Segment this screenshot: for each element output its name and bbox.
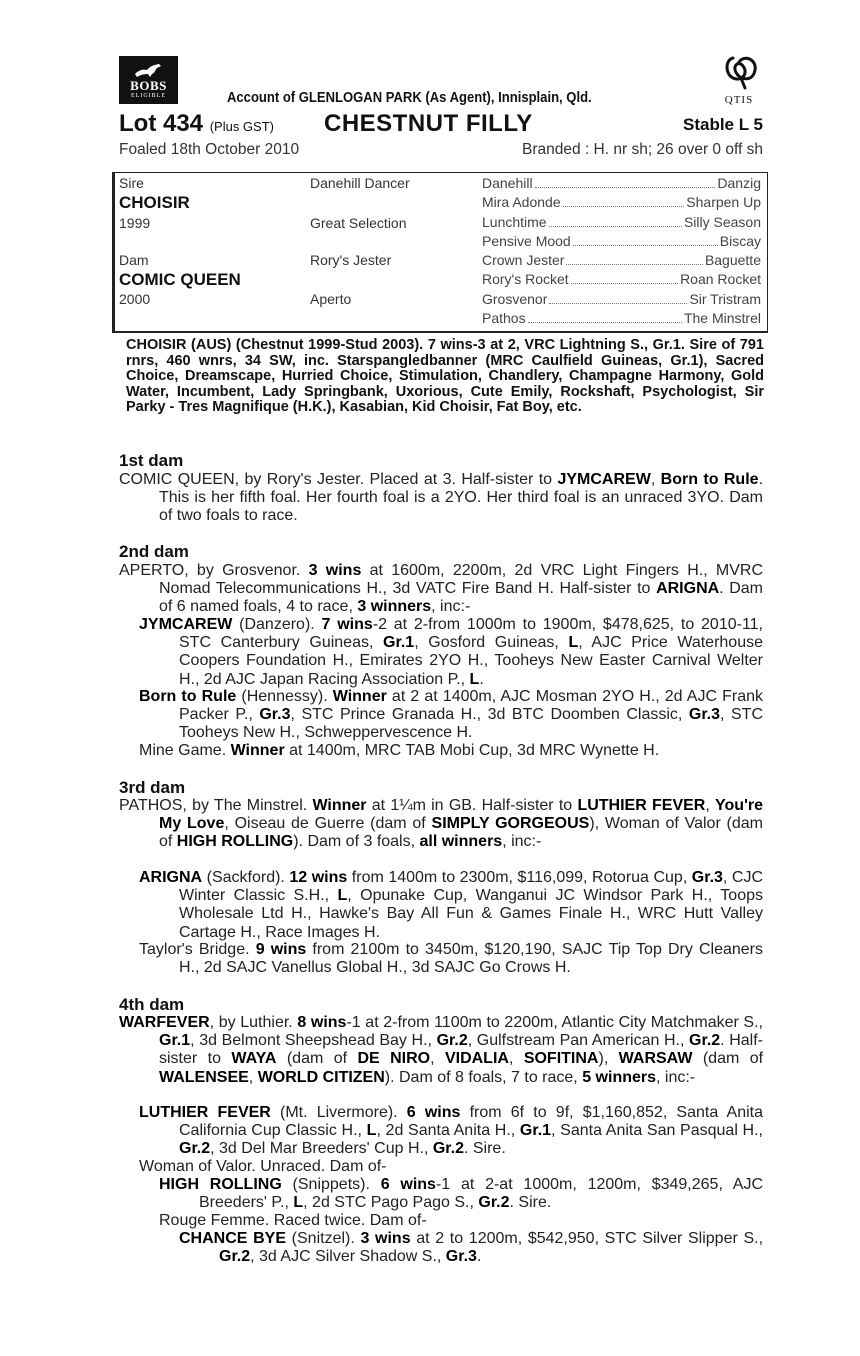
bold-run: L [568,634,579,652]
g3-horse: Rory's Rocket [482,271,569,287]
text-run: , [705,797,716,814]
bold-run: Gr.2 [478,1194,510,1212]
text-run: , STC Prince Granada H., 3d BTC Doomben Classic, [290,706,689,724]
g3-parent: Sharpen Up [686,194,761,210]
g3-parent: Biscay [719,233,761,249]
text-run: Taylor's Bridge. [139,941,256,958]
pedigree-table [112,172,768,333]
text-run: (Sackford). [202,869,290,886]
text-run: , STC Tooheys New H., Schweppervescence H. [179,706,763,742]
bold-run: CHANCE BYE [179,1230,287,1247]
text-run: APERTO, by Grosvenor. [119,562,309,579]
plus-gst-note: (Plus GST) [209,119,274,134]
text-run: at 1400m, MRC TAB Mobi Cup, 3d MRC Wynette H. [284,742,660,759]
g3-row [482,291,761,307]
g3-row [482,252,761,268]
g3-parent: Sir Tristram [689,291,761,307]
bold-run: Gr.3 [445,1248,477,1266]
bold-run: L [337,887,348,905]
progeny-entry [139,869,763,942]
leader-dots [549,225,682,227]
bold-run: Winner [332,688,387,705]
text-run: , [248,1068,258,1086]
text-run: ). Dam of 3 foals, [293,833,420,851]
lot-sex-colour: CHESTNUT FILLY [324,110,533,137]
text-run: , 3d Del Mar Breeders' Cup H., [210,1140,433,1158]
text-run: at 1600m, 2200m, 2d VRC Light Fingers H., MVRC Nomad Telecommunications H., 3d VATC Fire Band H. Half-sister to [159,562,764,598]
bold-run: all winners [419,833,503,851]
bold-run: Gr.2 [219,1248,251,1266]
bobs-logo-sub: ELIGIBLE [131,93,166,99]
bold-run: Winner [230,742,285,759]
dam-name: COMIC QUEEN [119,270,241,289]
sire-sire: Danehill Dancer [310,175,410,191]
lot-number [119,110,274,138]
text-run: . Dam of 6 named foals, 4 to race, [159,580,763,616]
second-dam-heading: 2nd dam [119,542,189,561]
bold-run: 9 wins [255,941,307,958]
g3-horse: Mira Adonde [482,194,561,210]
text-run: ), Woman of Valor (dam of [159,815,763,851]
g3-row [482,310,761,326]
g3-parent: Roan Rocket [680,271,761,287]
lot-label: Lot 434 [119,110,204,137]
text-run: , [430,1050,445,1068]
bobs-logo-text: BOBS [130,78,167,93]
text-run: , inc:- [431,598,471,616]
horse-icon [133,62,163,78]
bold-run: Gr.1 [519,1122,552,1140]
bold-run: LUTHIER FEVER [139,1104,271,1121]
text-run: . Half-sister to [159,1032,764,1068]
sire-label: Sire [119,175,144,191]
first-dam-entry [119,471,763,526]
qtis-logo-text: QTIS [724,94,754,106]
sire-name: CHOISIR [119,193,190,212]
fourth-dam-entry [119,1014,763,1087]
bold-run: Gr.2 [436,1032,468,1050]
leader-dots [535,186,716,188]
text-run: (Snitzel). [286,1230,361,1247]
text-run: , Oiseau de Guerre (dam of [224,815,432,833]
text-run: , CJC Winter Classic S.H., [179,869,763,905]
text-run: , 3d AJC Silver Shadow S., [250,1248,446,1266]
text-run: . Sire. [463,1140,506,1158]
bold-run: 3 wins [308,562,362,579]
bold-run: JYMCAREW [557,471,651,488]
progeny-entry [179,1230,763,1266]
bold-run: Winner [312,797,367,814]
vendor-account: Account of GLENLOGAN PARK (As Agent), Innisplain, Qld. [227,90,592,106]
text-run: . [476,1248,482,1266]
bold-run: VIDALIA [444,1050,509,1068]
stable-number: Stable L 5 [683,115,763,134]
text-run: . This is her fifth foal. Her fourth foal is a 2YO. Her third foal is an unraced 3YO. Dam of two foals to race. [159,471,764,525]
bold-run: Gr.2 [179,1140,211,1158]
bold-run: L [293,1194,304,1212]
text-run: at 2 at 1400m, AJC Mosman 2YO H., 2d AJC Frank Packer P., [179,688,764,724]
qtis-emblem-icon [719,52,759,90]
progeny-entry [159,1176,763,1212]
text-run: from 1400m to 2300m, $116,099, Rotorua Cup, [347,869,692,886]
first-dam-heading: 1st dam [119,451,184,470]
sire-description: CHOISIR (AUS) (Chestnut 1999-Stud 2003). 7 wins-3 at 2, VRC Lightning S., Gr.1. Sire of 791 rnrs, 460 wnrs, 34 SW, inc. Starspangledbanner (MRC Caulfield Guineas, Gr.1), Sacred Choice, Dreamscape, Hurried Choice, Stimulation, Chandlery, Champagne Harmony, Gold Water, Incumbent, Lady Springbank, Uxorious, Cute Emily, Rockshaft, Psychologist, Sir Parky - Tres Magnifique (H.K.), Kasabian, Kid Choisir, Fat Boy, etc. [126,337,764,415]
bold-run: ARIGNA [656,580,720,598]
text-run: Woman of Valor. Unraced. Dam of- [139,1158,387,1175]
text-run: -2 at 2-from 1000m to 1900m, $478,625, to 2010-11, STC Canterbury Guineas, [179,616,763,652]
bold-run: 5 winners [582,1068,657,1086]
bold-run: 6 wins [406,1104,461,1121]
g3-row [482,194,761,210]
brand-marks: Branded : H. nr sh; 26 over 0 off sh [522,141,763,158]
progeny-entry [159,1212,763,1230]
leader-dots [571,282,678,284]
progeny-entry [139,616,763,689]
text-run: from 2100m to 3450m, $120,190, SAJC Tip Top Dry Cleaners H., 2d SAJC Vanellus Global H., 3d SAJC Go Crows H. [179,941,764,977]
text-run: ). Dam of 8 foals, 7 to race, [384,1068,583,1086]
text-run: , 2d STC Pago Pago S., [303,1194,479,1212]
text-run: at 2 to 1200m, $542,950, STC Silver Slipper S., [410,1230,764,1247]
text-run: (Hennessy). [236,688,333,705]
bold-run: SOFITINA [523,1050,599,1068]
foaled-date: Foaled 18th October 2010 [119,141,300,158]
text-run: Mine Game. [139,742,231,759]
third-dam-heading: 3rd dam [119,778,186,797]
text-run: (Mt. Livermore). [270,1104,407,1121]
text-run: , by Luthier. [209,1014,298,1031]
leader-dots [566,263,702,265]
leader-dots [549,302,687,304]
sire-dam: Great Selection [310,215,407,231]
bold-run: HIGH ROLLING [176,833,294,851]
bold-run: 12 wins [289,869,348,886]
text-run: , Opunake Cup, Wanganui JC Windsor Park H., Toops Wholesale Ltd H., Hawke's Bay All Fun & Games Finale H., WRC Hutt Valley Cartage H., Race Images H. [179,887,763,941]
g3-horse: Pathos [482,310,526,326]
bold-run: 8 wins [297,1014,347,1031]
g3-horse: Grosvenor [482,291,548,307]
text-run: (dam of [276,1050,358,1068]
text-run: . [479,670,484,688]
text-run: , Gosford Guineas, [414,634,569,652]
dam-dam: Aperto [310,291,352,307]
text-run: at 1¼m in GB. Half-sister to [366,797,578,814]
text-run: (Danzero). [232,616,322,633]
text-run: , Gulfstream Pan American H., [467,1032,690,1050]
bold-run: JYMCAREW [139,616,233,633]
progeny-entry [139,1158,763,1176]
text-run: (Snippets). [281,1176,381,1193]
text-run: -1 at 2-from 1100m to 2200m, Atlantic City Matchmaker S., [346,1014,763,1031]
bold-run: ARIGNA [139,869,203,886]
text-run: Rouge Femme. Raced twice. Dam of- [159,1212,427,1229]
bold-run: WAYA [231,1050,277,1068]
bobs-logo [119,56,178,104]
text-run: , [508,1050,524,1068]
bold-run: WORLD CITIZEN [257,1068,385,1086]
bold-run: LUTHIER FEVER [577,797,706,814]
lot-line [119,110,763,140]
bold-run: You're My Love [159,797,763,833]
text-run: PATHOS, by The Minstrel. [119,797,313,814]
g3-parent: Baguette [704,252,761,268]
dam-year: 2000 [119,291,151,307]
bold-run: Gr.3 [691,869,723,886]
text-run: , inc:- [656,1068,696,1086]
bold-run: L [366,1122,377,1140]
progeny-entry [139,1104,763,1159]
bold-run: Born to Rule [139,688,237,705]
g3-parent: Danzig [717,175,761,191]
progeny-entry [139,941,763,977]
bold-run: Gr.1 [383,634,415,652]
leader-dots [573,244,718,246]
text-run: , 2d Santa Anita H., [376,1122,520,1140]
text-run: , 3d Belmont Sheepshead Bay H., [190,1032,437,1050]
bold-run: Gr.1 [159,1032,191,1050]
text-run: ), [598,1050,619,1068]
bold-run: Gr.2 [432,1140,464,1158]
bold-run: SIMPLY GORGEOUS [431,815,590,833]
bold-run: WARFEVER [119,1014,210,1031]
bold-run: 7 wins [321,616,373,633]
g3-horse: Danehill [482,175,533,191]
text-run: COMIC QUEEN, by Rory's Jester. Placed at 3. Half-sister to [119,471,558,488]
text-run: , Santa Anita San Pasqual H., [551,1122,764,1140]
bold-run: HIGH ROLLING [159,1176,282,1193]
text-run: from 6f to 9f, $1,160,852, Santa Anita California Cup Classic H., [179,1104,764,1140]
text-run: . Sire. [509,1194,552,1212]
bold-run: 6 wins [380,1176,436,1193]
bold-run: Gr.3 [688,706,721,724]
bold-run: 3 winners [357,598,432,616]
progeny-entry [139,742,763,760]
progeny-entry [139,688,763,743]
leader-dots [528,321,682,323]
text-run: -1 at 2-at 1000m, 1200m, $349,265, AJC Breeders' P., [199,1176,764,1212]
g3-horse: Lunchtime [482,214,547,230]
dam-sire: Rory's Jester [310,252,392,268]
fourth-dam-heading: 4th dam [119,995,185,1014]
g3-row [482,175,761,191]
dam-label: Dam [119,252,149,268]
leader-dots [563,205,685,207]
text-run: (dam of [692,1050,764,1068]
g3-parent: The Minstrel [683,310,761,326]
second-dam-entry [119,562,763,617]
g3-horse: Crown Jester [482,252,565,268]
g3-row [482,233,761,249]
bold-run: WALENSEE [159,1068,249,1086]
sire-year: 1999 [119,215,151,231]
text-run: , [650,471,661,488]
g3-parent: Silly Season [683,214,761,230]
text-run: , inc:- [502,833,542,851]
bold-run: L [469,670,480,688]
g3-horse: Pensive Mood [482,233,571,249]
third-dam-entry [119,797,763,852]
g3-row [482,214,761,230]
bold-run: DE NIRO [357,1050,431,1068]
qtis-logo [715,52,763,108]
bold-run: Born to Rule [660,471,759,488]
bold-run: 3 wins [360,1230,411,1247]
bold-run: Gr.2 [689,1032,721,1050]
text-run: , AJC Price Waterhouse Coopers Foundation H., Emirates 2YO H., Tooheys New Easter Carnival Welter H., 2d AJC Japan Racing Association P., [179,634,764,688]
bold-run: Gr.3 [259,706,291,724]
bold-run: WARSAW [618,1050,693,1068]
g3-row [482,271,761,287]
